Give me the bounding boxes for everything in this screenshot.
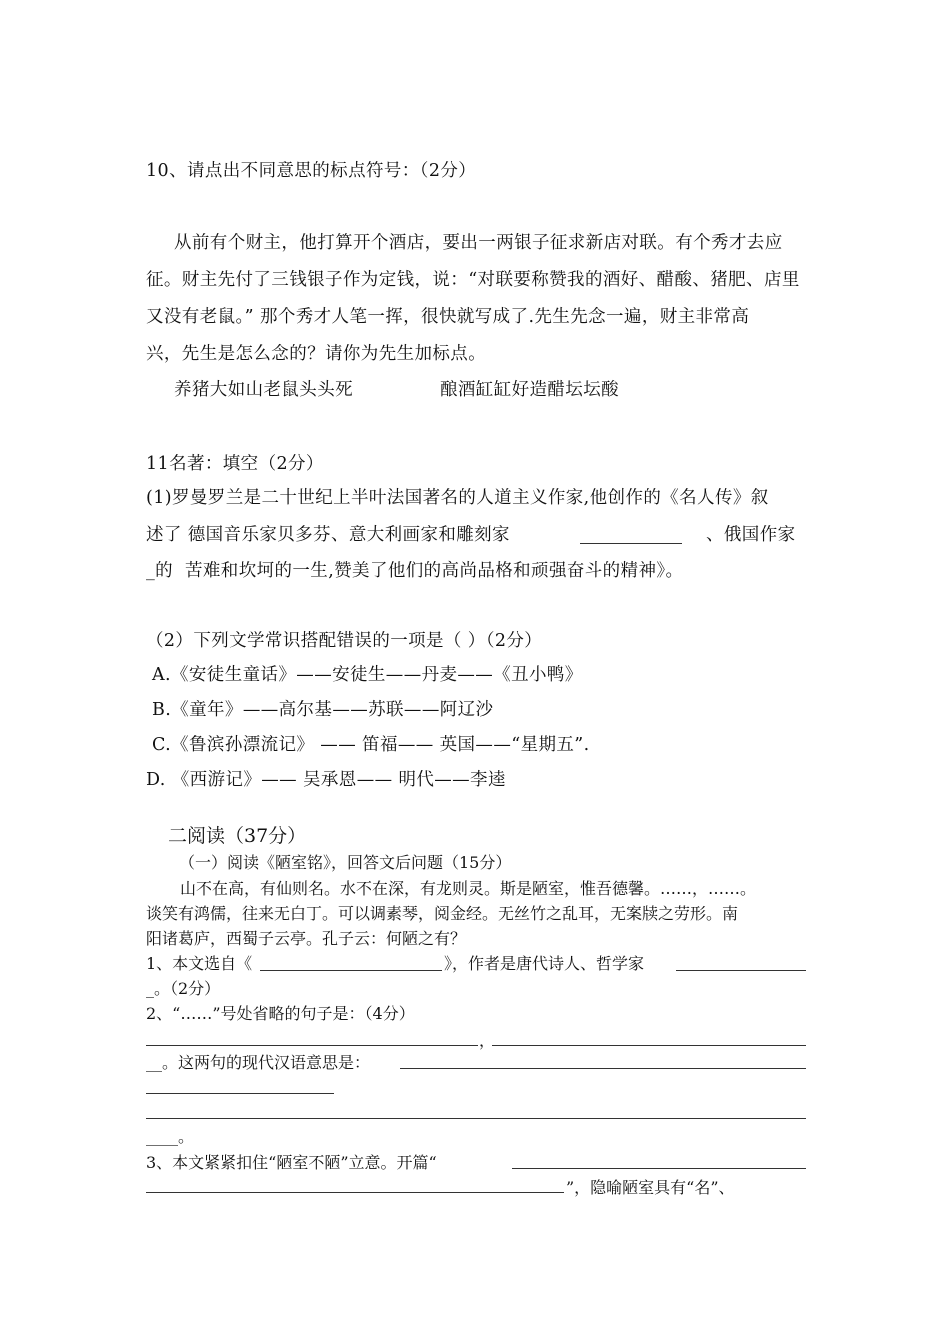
section2-title: 二阅读（37分） xyxy=(168,825,307,847)
q11-part1-line3b: 苦难和坎坷的一生,赞美了他们的高尚品格和顽强奋斗的精神》。 xyxy=(185,561,684,581)
q11-part1-line3a: _的 xyxy=(146,561,174,581)
passage-line-2: 谈笑有鸿儒，往来无白丁。可以调素琴，阅金经。无丝竹之乱耳，无案牍之劳形。南 xyxy=(146,904,739,923)
q10-story-line-1: 从前有个财主，他打算开个酒店，要出一两银子征求新店对联。有个秀才去应 xyxy=(174,233,783,253)
q11-part2-question: （2）下列文学常识搭配错误的一项是（ ）（2分） xyxy=(146,631,543,651)
answer-blank-opening-2[interactable] xyxy=(146,1192,564,1193)
answer-blank-sentence-2[interactable] xyxy=(492,1045,806,1046)
answer-blank-author[interactable] xyxy=(676,970,806,971)
option-a[interactable]: A.《安徒生童话》——安徒生——丹麦——《丑小鸭》 xyxy=(152,665,583,685)
reading-q2-comma: ， xyxy=(479,1031,496,1050)
reading-q2-meaning-label: __。这两句的现代汉语意思是： xyxy=(146,1053,371,1072)
answer-blank-meaning-2[interactable] xyxy=(146,1093,334,1094)
passage-line-1: 山不在高，有仙则名。水不在深，有龙则灵。斯是陋室，惟吾德馨。……，……。 xyxy=(180,879,757,898)
answer-blank-source[interactable] xyxy=(260,970,442,971)
couplet-right: 酿酒缸缸好造醋坛坛酸 xyxy=(440,380,619,400)
reading-q1-prefix: 1、本文选自《 xyxy=(146,954,253,973)
reading-q1-suffix: _。（2分） xyxy=(146,979,221,998)
q10-title: 10、请点出不同意思的标点符号：（2分） xyxy=(146,161,477,181)
couplet-left: 养猪大如山老鼠头头死 xyxy=(174,380,353,400)
answer-blank-sentence-1[interactable] xyxy=(146,1045,478,1046)
option-c[interactable]: C.《鲁滨孙漂流记》 —— 笛福—— 英国——“星期五”. xyxy=(152,735,590,755)
q11-title: 11名著：填空（2分） xyxy=(146,454,324,474)
answer-blank-meaning-1[interactable] xyxy=(400,1068,806,1069)
q10-story-line-4: 兴，先生是怎么念的？请你为先生加标点。 xyxy=(146,344,487,364)
answer-blank-opening-1[interactable] xyxy=(512,1168,806,1169)
section2-sub: （一）阅读《陋室铭》，回答文后问题（15分） xyxy=(179,853,512,872)
reading-q3-prefix: 3、本文紧紧扣住“陋室不陋”立意。开篇“ xyxy=(146,1153,437,1172)
passage-line-3: 阳诸葛庐，西蜀子云亭。孔子云：何陋之有？ xyxy=(146,929,467,948)
q11-part1-line2b: 、俄国作家 xyxy=(706,525,796,545)
option-d[interactable]: D. 《西游记》—— 吴承恩—— 明代——李逵 xyxy=(146,770,506,790)
reading-q3-suffix: ”，隐喻陋室具有“名”、 xyxy=(566,1178,735,1197)
option-b[interactable]: B.《童年》——高尔基——苏联——阿辽沙 xyxy=(152,700,494,720)
reading-q2-end: ____。 xyxy=(146,1127,195,1146)
answer-blank-italian-artist[interactable] xyxy=(580,543,682,544)
q10-story-line-2: 征。财主先付了三钱银子作为定钱，说：“对联要称赞我的酒好、醋酸、猪肥、店里 xyxy=(146,270,800,290)
reading-q1-middle: 》，作者是唐代诗人、哲学家 xyxy=(444,954,645,973)
reading-q2-question: 2、“……”号处省略的句子是：（4分） xyxy=(146,1004,415,1023)
q11-part1-line1: (1)罗曼罗兰是二十世纪上半叶法国著名的人道主义作家,他创作的《名人传》叙 xyxy=(146,488,769,508)
answer-blank-meaning-3[interactable] xyxy=(146,1118,806,1119)
q11-part1-line2a: 述了 德国音乐家贝多芬、意大利画家和雕刻家 xyxy=(146,525,510,545)
q10-story-line-3: 又没有老鼠。” 那个秀才人笔一挥，很快就写成了.先生先念一遍，财主非常高 xyxy=(146,307,750,327)
